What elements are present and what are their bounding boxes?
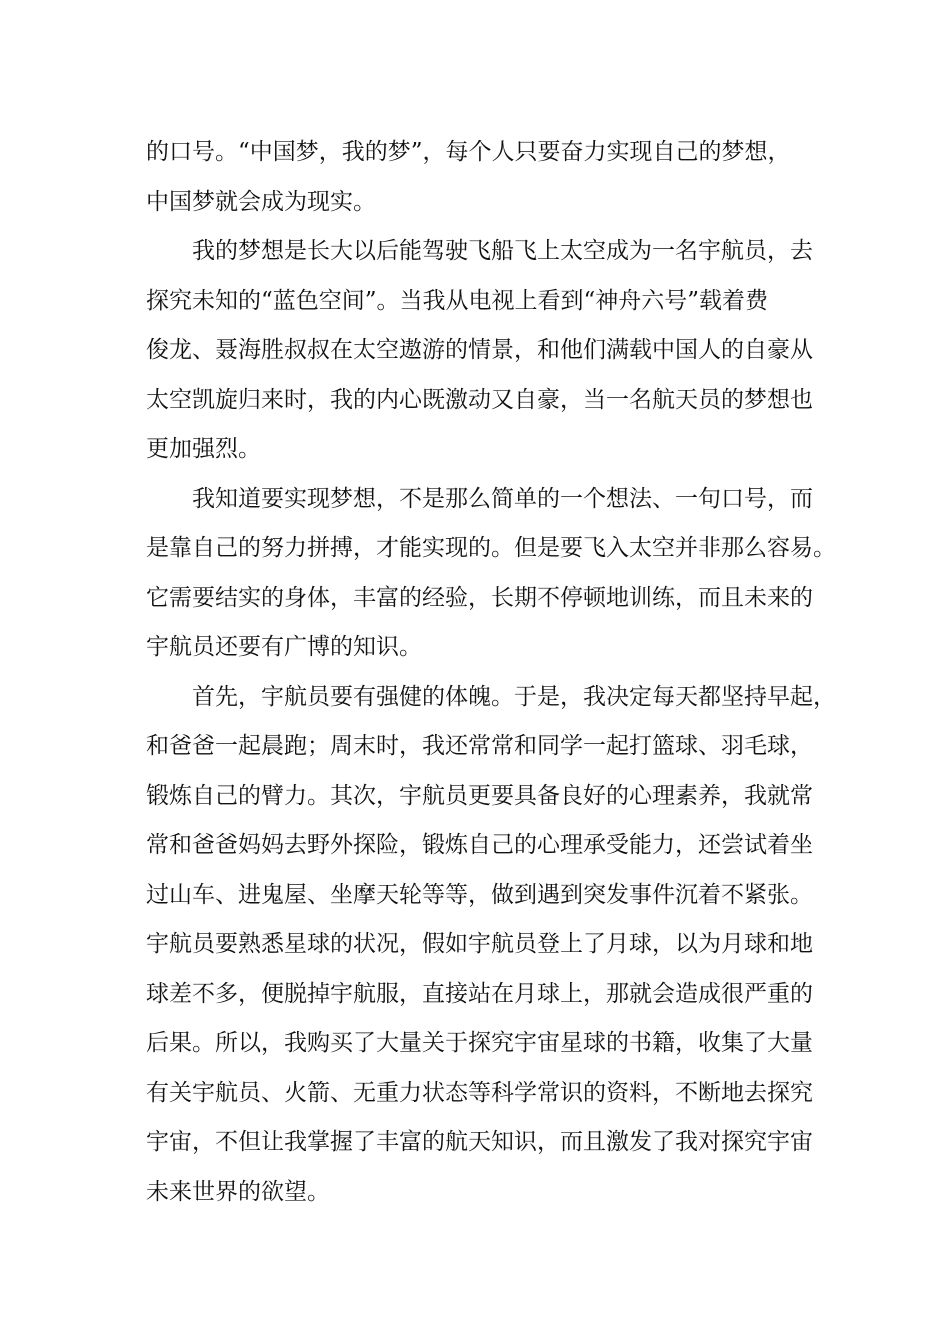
text-line: 俊龙、聂海胜叔叔在太空遨游的情景，和他们满载中国人的自豪从 bbox=[146, 337, 813, 363]
text-line: 宇航员要熟悉星球的状况，假如宇航员登上了月球，以为月球和地 bbox=[146, 931, 813, 957]
text-line: 常和爸爸妈妈去野外探险，锻炼自己的心理承受能力，还尝试着坐 bbox=[146, 832, 813, 858]
text-line: 是靠自己的努力拼搏，才能实现的。但是要飞入太空并非那么容易。 bbox=[146, 535, 836, 561]
text-line: 中国梦就会成为现实。 bbox=[146, 188, 376, 215]
text-line: 它需要结实的身体，丰富的经验，长期不停顿地训练，而且未来的 bbox=[146, 584, 813, 611]
text-line: 的口号。“中国梦，我的梦”，每个人只要奋力实现自己的梦想， bbox=[146, 139, 791, 165]
text-line: 更加强烈。 bbox=[146, 436, 261, 462]
text-line: 宇宙，不但让我掌握了丰富的航天知识，而且激发了我对探究宇宙 bbox=[146, 1129, 813, 1155]
text-line: 宇航员还要有广博的知识。 bbox=[146, 634, 422, 660]
text-line: 太空凯旋归来时，我的内心既激动又自豪，当一名航天员的梦想也 bbox=[146, 386, 813, 413]
text-line: 我的梦想是长大以后能驾驶飞船飞上太空成为一名宇航员，去 bbox=[192, 238, 813, 264]
text-line: 锻炼自己的臂力。其次，宇航员更要具备良好的心理素养，我就常 bbox=[146, 782, 813, 809]
text-line: 探究未知的“蓝色空间”。当我从电视上看到“神舟六号”载着费 bbox=[146, 287, 769, 314]
text-line: 球差不多，便脱掉宇航服，直接站在月球上，那就会造成很严重的 bbox=[146, 980, 813, 1007]
text-line: 和爸爸一起晨跑；周末时，我还常常和同学一起打篮球、羽毛球， bbox=[146, 733, 813, 759]
text-line: 过山车、进鬼屋、坐摩天轮等等，做到遇到突发事件沉着不紧张。 bbox=[146, 881, 813, 908]
body-text bbox=[146, 128, 836, 1217]
text-line: 后果。所以，我购买了大量关于探究宇宙星球的书籍，收集了大量 bbox=[146, 1030, 813, 1056]
text-line: 未来世界的欲望。 bbox=[146, 1178, 330, 1205]
text-line: 有关宇航员、火箭、无重力状态等科学常识的资料，不断地去探究 bbox=[146, 1079, 813, 1106]
text-line: 首先，宇航员要有强健的体魄。于是，我决定每天都坚持早起， bbox=[192, 683, 836, 710]
text-line: 我知道要实现梦想，不是那么简单的一个想法、一句口号，而 bbox=[192, 485, 813, 512]
